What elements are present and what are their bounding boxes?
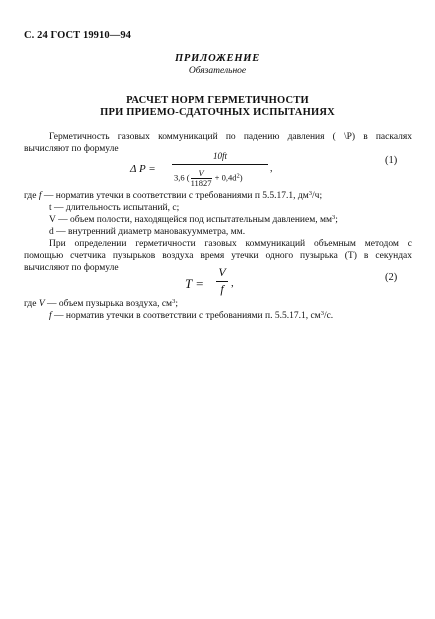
formula1-number: (1) bbox=[385, 155, 398, 166]
formula2-lhs: T = bbox=[185, 276, 205, 291]
where1-item-2-tail: ; bbox=[335, 215, 338, 225]
where1-item-0-sup: 3 bbox=[308, 190, 313, 197]
where1-item-0 bbox=[24, 190, 322, 202]
where1-item-3-text: d — внутренний диаметр мановакуумметра, мм. bbox=[49, 227, 246, 237]
formula1-numerator: 10ft bbox=[212, 151, 227, 161]
formula1-fraction-bar bbox=[172, 164, 268, 165]
paragraph1-line1: Герметичность газовых коммуникаций по падению давления ( \P) в паскалях bbox=[49, 132, 412, 142]
where1-item-2-sup: 3 bbox=[332, 214, 336, 221]
formula1-denominator bbox=[174, 169, 243, 188]
where2-item-1-sup: 3 bbox=[320, 310, 324, 317]
appendix-title: ПРИЛОЖЕНИЕ bbox=[174, 53, 261, 64]
where1-item-2-text: V — объем полости, находящейся под испытательным давлением, мм bbox=[49, 215, 332, 225]
where2-item-1 bbox=[49, 310, 333, 322]
paragraph2-line3: вычисляют по формуле bbox=[24, 263, 119, 273]
formula1-denominator-prefix: 3,6 ( bbox=[174, 172, 190, 183]
paragraph2-line2: помощью счетчика пузырьков воздуха время утечки одного пузырька (T) в секундах bbox=[24, 251, 412, 261]
appendix-subtitle: Обязательное bbox=[188, 66, 247, 76]
formula2-number: (2) bbox=[385, 272, 398, 283]
where2-item-0-tail: ; bbox=[175, 299, 178, 309]
formula-2 bbox=[0, 264, 435, 298]
formula1-comma: , bbox=[270, 163, 273, 174]
where1-item-0-prefix: где bbox=[24, 191, 39, 201]
formula1-lhs: Δ P = bbox=[130, 163, 156, 175]
section-title-line1: РАСЧЕТ НОРМ ГЕРМЕТИЧНОСТИ bbox=[126, 95, 309, 106]
formula1-inner-numerator: V bbox=[191, 169, 212, 179]
formula2-comma: , bbox=[231, 277, 234, 289]
where2-item-0-sup: 3 bbox=[172, 298, 176, 305]
where1-item-0-text: — норматив утечки в соответствии с требованиями п 5.5.17.1, дм bbox=[41, 191, 309, 201]
where1-item-0-tail: /ч; bbox=[312, 191, 323, 201]
formula2-denominator: f bbox=[220, 282, 224, 296]
where2-item-1-text: — норматив утечки в соответствии с требованиями п. 5.5.17.1, см bbox=[51, 311, 321, 321]
paragraph1-line2: вычисляют по формуле bbox=[24, 144, 119, 154]
page-header: С. 24 ГОСТ 19910—94 bbox=[24, 30, 132, 41]
where2-item-1-tail: /с. bbox=[323, 311, 334, 321]
where2-item-0-symbol: V bbox=[38, 299, 45, 309]
where1-item-1 bbox=[49, 202, 179, 214]
where2-item-0-prefix: где bbox=[24, 299, 39, 309]
formula1-denominator-sup: 2 bbox=[236, 172, 240, 180]
where1-item-1-text: t — длительность испытаний, с; bbox=[49, 203, 180, 213]
where1-item-2 bbox=[49, 214, 338, 226]
where2-item-0-text: — объем пузырька воздуха, см bbox=[44, 299, 173, 309]
formula1-denominator-close: ) bbox=[239, 172, 243, 183]
where2-item-0 bbox=[24, 298, 178, 310]
formula-1 bbox=[0, 150, 435, 190]
where2-item-1-symbol: f bbox=[49, 311, 52, 321]
where1-item-0-symbol: f bbox=[38, 191, 42, 201]
formula1-inner-fraction bbox=[191, 169, 212, 188]
formula2-numerator: V bbox=[218, 265, 226, 279]
section-title-line2: ПРИ ПРИЕМО-СДАТОЧНЫХ ИСПЫТАНИЯХ bbox=[100, 107, 335, 118]
formula1-inner-denominator: 11827 bbox=[190, 178, 212, 188]
paragraph2-line1: При определении герметичности газовых коммуникаций объемным методом с bbox=[49, 239, 412, 249]
where1-item-3 bbox=[49, 226, 245, 238]
formula1-denominator-suffix: + 0,4d bbox=[214, 172, 237, 183]
